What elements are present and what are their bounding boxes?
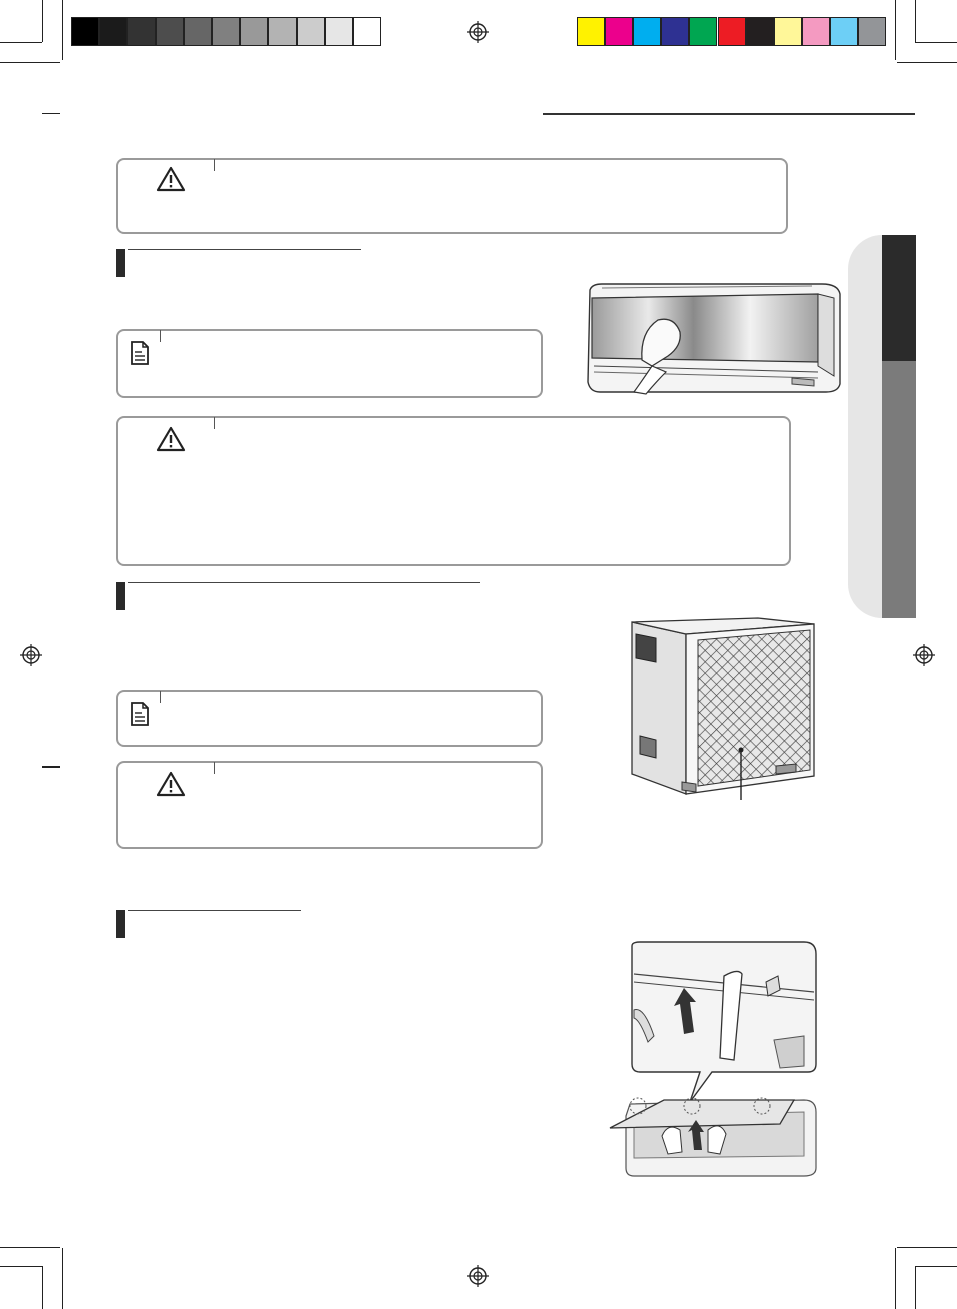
color-swatch bbox=[802, 17, 830, 46]
section-marker bbox=[116, 249, 125, 277]
note-document-icon bbox=[130, 702, 150, 726]
color-swatch bbox=[127, 17, 155, 46]
chapter-tab-inactive bbox=[882, 361, 916, 618]
front-panel-opening-illustration bbox=[604, 940, 820, 1180]
warning-triangle-icon bbox=[156, 166, 186, 192]
registration-mark-icon bbox=[467, 1265, 489, 1287]
chapter-side-tab bbox=[848, 235, 916, 618]
warning-triangle-icon bbox=[156, 771, 186, 797]
color-swatch bbox=[240, 17, 268, 46]
header-rule bbox=[543, 113, 915, 115]
color-swatch bbox=[212, 17, 240, 46]
note-document-icon bbox=[130, 341, 150, 365]
color-swatch bbox=[577, 17, 605, 46]
color-swatch bbox=[718, 17, 746, 46]
note-box bbox=[116, 690, 543, 747]
registration-mark-icon bbox=[913, 644, 935, 666]
outdoor-unit-illustration bbox=[626, 616, 820, 802]
color-swatch bbox=[830, 17, 858, 46]
color-swatch bbox=[156, 17, 184, 46]
section-underline bbox=[128, 910, 301, 911]
warning-triangle-icon bbox=[156, 426, 186, 452]
color-swatch bbox=[268, 17, 296, 46]
chapter-tab-active bbox=[882, 235, 916, 361]
section-marker bbox=[116, 910, 125, 938]
registration-mark-icon bbox=[20, 644, 42, 666]
color-swatch bbox=[746, 17, 774, 46]
section-underline bbox=[128, 582, 480, 583]
color-swatch bbox=[605, 17, 633, 46]
color-swatch bbox=[633, 17, 661, 46]
color-swatch bbox=[297, 17, 325, 46]
color-swatch bbox=[689, 17, 717, 46]
color-swatch bbox=[774, 17, 802, 46]
color-swatch bbox=[184, 17, 212, 46]
caution-box bbox=[116, 158, 788, 234]
color-swatch bbox=[71, 17, 99, 46]
color-swatch bbox=[661, 17, 689, 46]
color-swatch bbox=[99, 17, 127, 46]
color-swatch bbox=[325, 17, 353, 46]
registration-mark-icon bbox=[467, 21, 489, 43]
color-swatch bbox=[353, 17, 381, 46]
indoor-unit-wiping-illustration bbox=[582, 280, 844, 398]
section-marker bbox=[116, 582, 125, 610]
caution-box bbox=[116, 761, 543, 849]
note-box bbox=[116, 329, 543, 398]
color-swatch bbox=[858, 17, 886, 46]
section-underline bbox=[128, 249, 361, 250]
caution-box bbox=[116, 416, 791, 566]
